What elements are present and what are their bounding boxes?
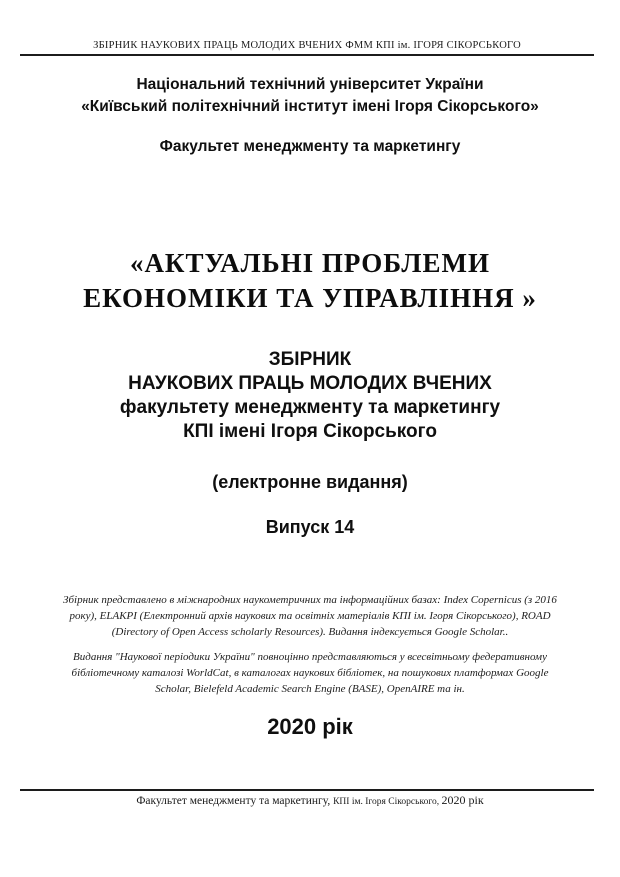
footer-institution: КПІ ім. Ігоря Сікорського, (333, 797, 442, 807)
subtitle-line3: факультету менеджменту та маркетингу (119, 397, 501, 418)
subtitle-line2: НАУКОВИХ ПРАЦЬ МОЛОДИХ ВЧЕНИХ (128, 373, 492, 394)
footer-divider (20, 789, 594, 791)
running-header-text: ЗБІРНИК НАУКОВИХ ПРАЦЬ МОЛОДИХ ВЧЕНИХ ФММ КПІ ім. ІГОРЯ СІКОРСЬКОГО (93, 40, 521, 51)
collection-title-line2: ЕКОНОМІКИ ТА УПРАВЛІННЯ » (83, 283, 537, 313)
collection-subtitle (0, 348, 620, 444)
running-header (20, 40, 594, 56)
university-name-line2: «Київський політехнічний інститут імені Ігоря Сікорського» (81, 98, 539, 115)
catalog-note: Видання "Наукової періодики України" повноцінно представляються у всесвітньому федеративному бібліотечному каталозі WorldCat, в каталогах наукових бібліотек, на пошукових платформах Google Scholar, Bielefeld Academic Search Engine (BASE), OpenAIRE та ін. (71, 651, 549, 695)
footer-year: 2020 рік (441, 793, 484, 807)
university-block (0, 74, 620, 118)
collection-title (0, 246, 620, 316)
page-footer (0, 793, 620, 808)
subtitle-line1: ЗБІРНИК (268, 349, 352, 370)
university-name-line1: Національний технічний університет України (136, 76, 484, 93)
edition-type: (електронне видання) (212, 472, 408, 492)
faculty-name: Факультет менеджменту та маркетингу (159, 138, 461, 155)
collection-title-line1: «АКТУАЛЬНІ ПРОБЛЕМИ (129, 248, 491, 278)
issue-number: Випуск 14 (265, 517, 355, 537)
indexing-note: Збірник представлено в міжнародних наукометричних та інформаційних базах: Index Copernicus (з 2016 року), ELAKPI (Електронний архів наукових та освітніх матеріалів КПІ ім. Ігоря Сікорського), ROAD (Directory of Open Access scholarly Resources). Видання індексується Google Scholar.. (63, 594, 557, 638)
footer-faculty: Факультет менеджменту та маркетингу, (136, 795, 334, 807)
publication-year: 2020 рік (267, 714, 353, 739)
subtitle-line4: КПІ імені Ігоря Сікорського (183, 421, 437, 442)
